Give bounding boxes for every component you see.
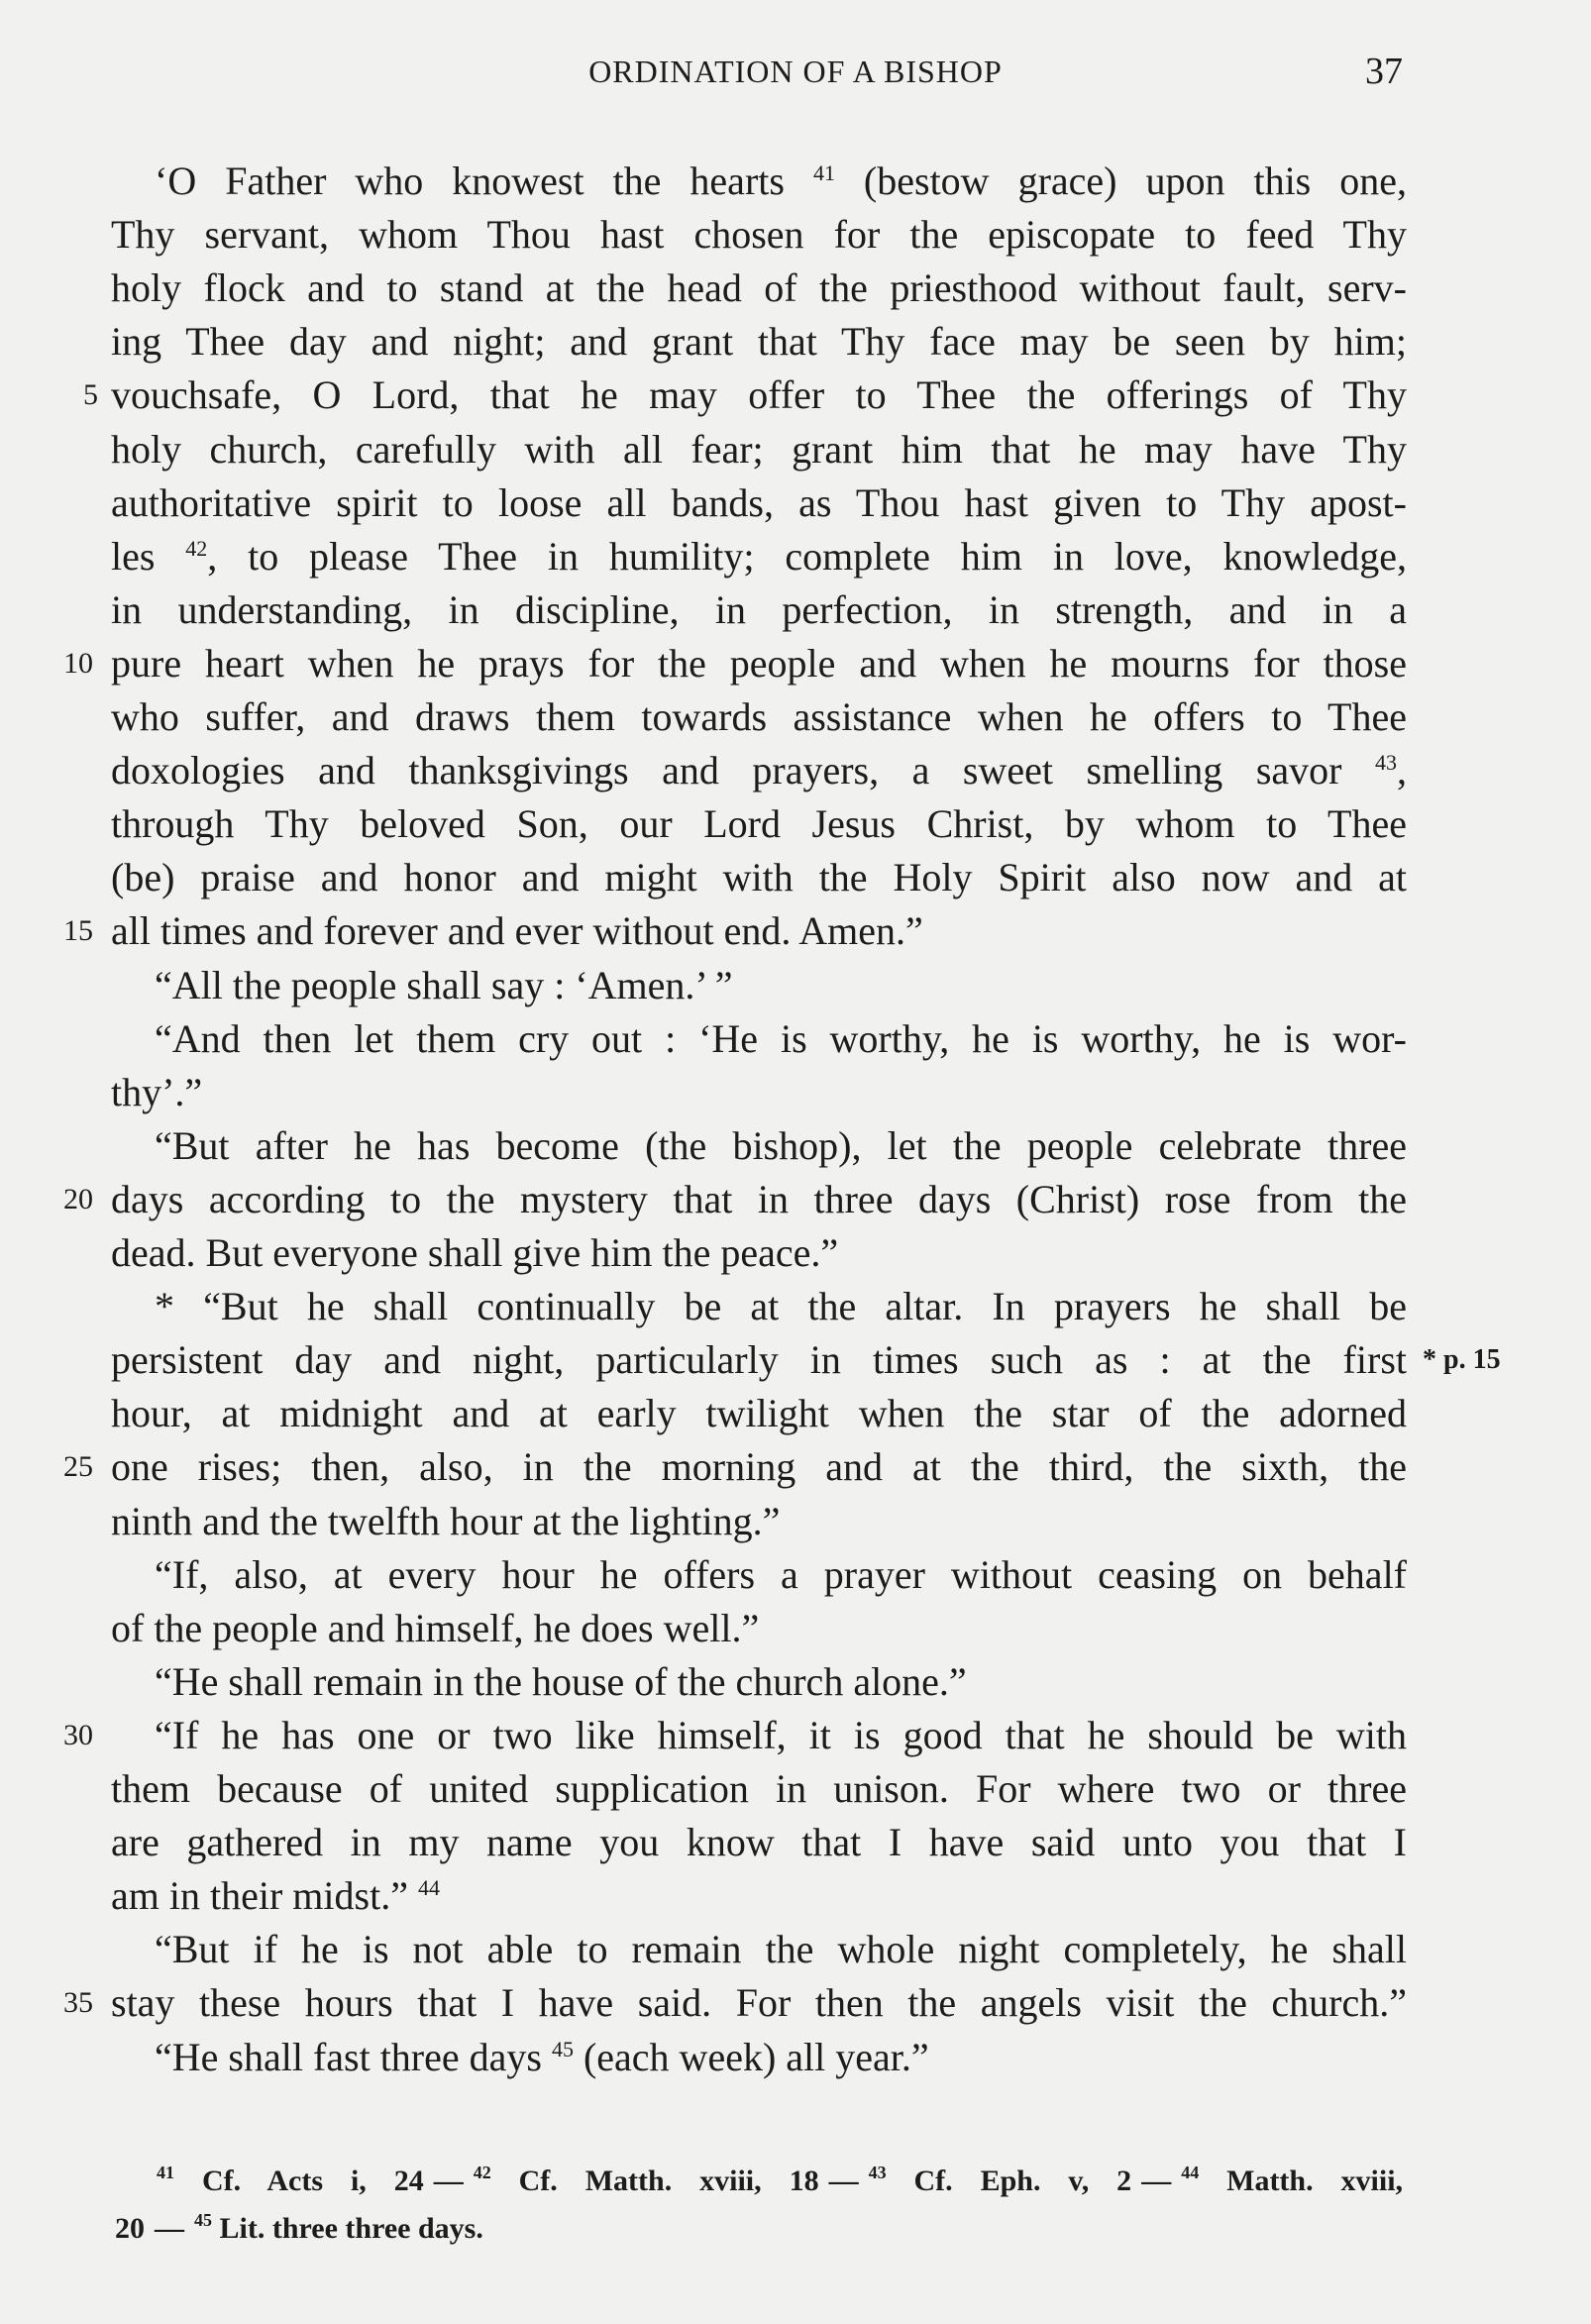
line-number: 25 (63, 1450, 93, 1484)
text-segment: “And then let them cry out : ‘He is worthy, he is worthy, he is wor- (155, 1015, 1407, 1061)
text-segment: am in their midst.” (111, 1873, 418, 1919)
text-line (111, 1602, 1407, 1655)
text-segment: “If, also, at every hour he offers a prayer without ceasing on behalf (155, 1551, 1407, 1597)
text-segment: * “But he shall continually be at the altar. In prayers he shall be (155, 1284, 1407, 1329)
text-segment: doxologies and thanksgivings and prayers, a sweet smelling savor (111, 748, 1375, 793)
text-segment: pure heart when he prays for the people and when he mourns for those (111, 640, 1407, 686)
text-line (111, 1816, 1407, 1869)
text-line (155, 959, 1407, 1012)
text-segment: them because of united supplication in unison. For where two or three (111, 1766, 1407, 1811)
text-segment: “He shall fast three days (155, 2034, 552, 2079)
text-segment: ing Thee day and night; and grant that Thy face may be seen by him; (111, 319, 1407, 365)
text-segment: (be) praise and honor and might with the Holy Spirit also now and at (111, 855, 1407, 900)
text-segment: of the people and himself, he does well.” (111, 1605, 760, 1650)
text-segment: are gathered in my name you know that I have said unto you that I (111, 1820, 1407, 1865)
text-line (111, 1173, 1407, 1226)
text-segment: “If he has one or two like himself, it is good that he should be with (155, 1712, 1407, 1757)
footnote-ref: 43 (1375, 750, 1397, 776)
footnote-line: $^{41}$ Cf. Acts i, 24 — $^{42}$ Cf. Matth. xviii, 18 — $^{43}$ Cf. Eph. v, 2 — $^{44}$ Matth. xviii, (157, 2163, 1404, 2197)
text-line (111, 904, 1407, 958)
margin-page-reference: * p. 15 (1423, 1344, 1501, 1376)
footnote-ref: 44 (417, 1875, 440, 1901)
text-segment: persistent day and night, particularly in times such as : at the first (111, 1337, 1407, 1383)
footnote-45: $^{45}$ Lit. three three days. (194, 2210, 483, 2245)
text-segment: “All the people shall say : ‘Amen.’ ” (155, 962, 733, 1007)
text-line (111, 476, 1407, 530)
text-segment: days according to the mystery that in three days (Christ) rose from the (111, 1176, 1407, 1221)
text-segment: holy flock and to stand at the head of the priesthood without fault, serv- (111, 265, 1407, 311)
footnote-42: $^{42}$ Cf. Matth. xviii, 18 (473, 2163, 819, 2197)
text-line (155, 1548, 1407, 1602)
text-line (111, 1226, 1407, 1280)
line-number: 30 (63, 1718, 93, 1751)
text-line (111, 530, 1407, 583)
line-number: 20 (63, 1182, 93, 1215)
text-line (111, 369, 1407, 422)
text-segment: thy’.” (111, 1069, 203, 1114)
text-segment: (bestow grace) upon this one, (834, 158, 1407, 203)
text-line (111, 1066, 1407, 1119)
text-segment: les (111, 533, 186, 579)
text-line (111, 262, 1407, 315)
text-segment: holy church, carefully with all fear; grant him that he may have Thy (111, 426, 1407, 472)
footnote-ref: 45 (551, 2036, 574, 2061)
text-segment: in understanding, in discipline, in perfection, in strength, and in a (111, 586, 1407, 632)
text-line (111, 851, 1407, 904)
text-line (111, 583, 1407, 637)
footnote-line: 20 — $^{45}$ Lit. three three days. (115, 2210, 483, 2245)
text-line (111, 744, 1407, 797)
footnote-ref: 41 (812, 160, 835, 185)
text-line (155, 1923, 1407, 1976)
text-segment: who suffer, and draws them towards assistance when he offers to Thee (111, 694, 1407, 739)
text-line (111, 797, 1407, 851)
page-number: 37 (1365, 51, 1403, 92)
text-segment: dead. But everyone shall give him the peace.” (111, 1230, 839, 1275)
text-line (111, 690, 1407, 744)
text-line (155, 1012, 1407, 1066)
footnote-43: $^{43}$ Cf. Eph. v, 2 (868, 2163, 1132, 2197)
text-segment: , to please Thee in humility; complete him in love, knowledge, (207, 533, 1408, 579)
text-line (111, 1333, 1407, 1387)
text-segment: all times and forever and ever without end. Amen.” (111, 908, 923, 954)
text-segment: (each week) all year.” (573, 2034, 929, 2079)
text-segment: through Thy beloved Son, our Lord Jesus Christ, by whom to Thee (111, 801, 1407, 847)
text-segment: one rises; then, also, in the morning and at the third, the sixth, the (111, 1444, 1407, 1490)
line-number: 10 (63, 646, 93, 680)
text-line (111, 1387, 1407, 1440)
footnote-44-continuation: 20 (115, 2212, 145, 2245)
text-line (155, 1709, 1407, 1762)
text-segment: ‘O Father who knowest the hearts (155, 158, 813, 203)
text-segment: “He shall remain in the house of the church alone.” (155, 1658, 967, 1704)
text-segment: “But if he is not able to remain the whole night completely, he shall (155, 1927, 1407, 1972)
text-segment: , (1397, 748, 1407, 793)
text-line (111, 1440, 1407, 1494)
text-segment: authoritative spirit to loose all bands, as Thou hast given to Thy apost- (111, 479, 1407, 525)
footnotes (115, 2158, 1403, 2253)
footnote-ref: 42 (185, 535, 208, 561)
text-line (111, 423, 1407, 476)
footnote-41: $^{41}$ Cf. Acts i, 24 (157, 2163, 424, 2197)
line-number: 15 (63, 914, 93, 948)
text-line (155, 1280, 1407, 1333)
text-line (155, 2031, 1407, 2084)
text-line (155, 1119, 1407, 1173)
text-segment: stay these hours that I have said. For then the angels visit the church.” (111, 1980, 1407, 2026)
text-segment: hour, at midnight and at early twilight when the star of the adorned (111, 1391, 1407, 1436)
text-segment: vouchsafe, O Lord, that he may offer to Thee the offerings of Thy (111, 372, 1407, 418)
text-line (111, 1976, 1407, 2030)
text-line (155, 155, 1407, 208)
text-segment: Thy servant, whom Thou hast chosen for the episcopate to feed Thy (111, 212, 1407, 258)
text-line (155, 1655, 1407, 1709)
text-line (111, 1762, 1407, 1816)
text-line (111, 315, 1407, 369)
line-number: 5 (83, 378, 98, 412)
line-number: 35 (63, 1986, 93, 2020)
text-line (111, 637, 1407, 690)
text-segment: ninth and the twelfth hour at the lighting.” (111, 1498, 781, 1543)
text-line (111, 208, 1407, 262)
running-header-title: ORDINATION OF A BISHOP (588, 53, 1003, 89)
text-line (111, 1869, 1407, 1923)
text-line (111, 1495, 1407, 1548)
text-segment: “But after he has become (the bishop), let the people celebrate three (155, 1122, 1407, 1168)
footnote-44: $^{44}$ Matth. xviii, (1181, 2163, 1404, 2197)
